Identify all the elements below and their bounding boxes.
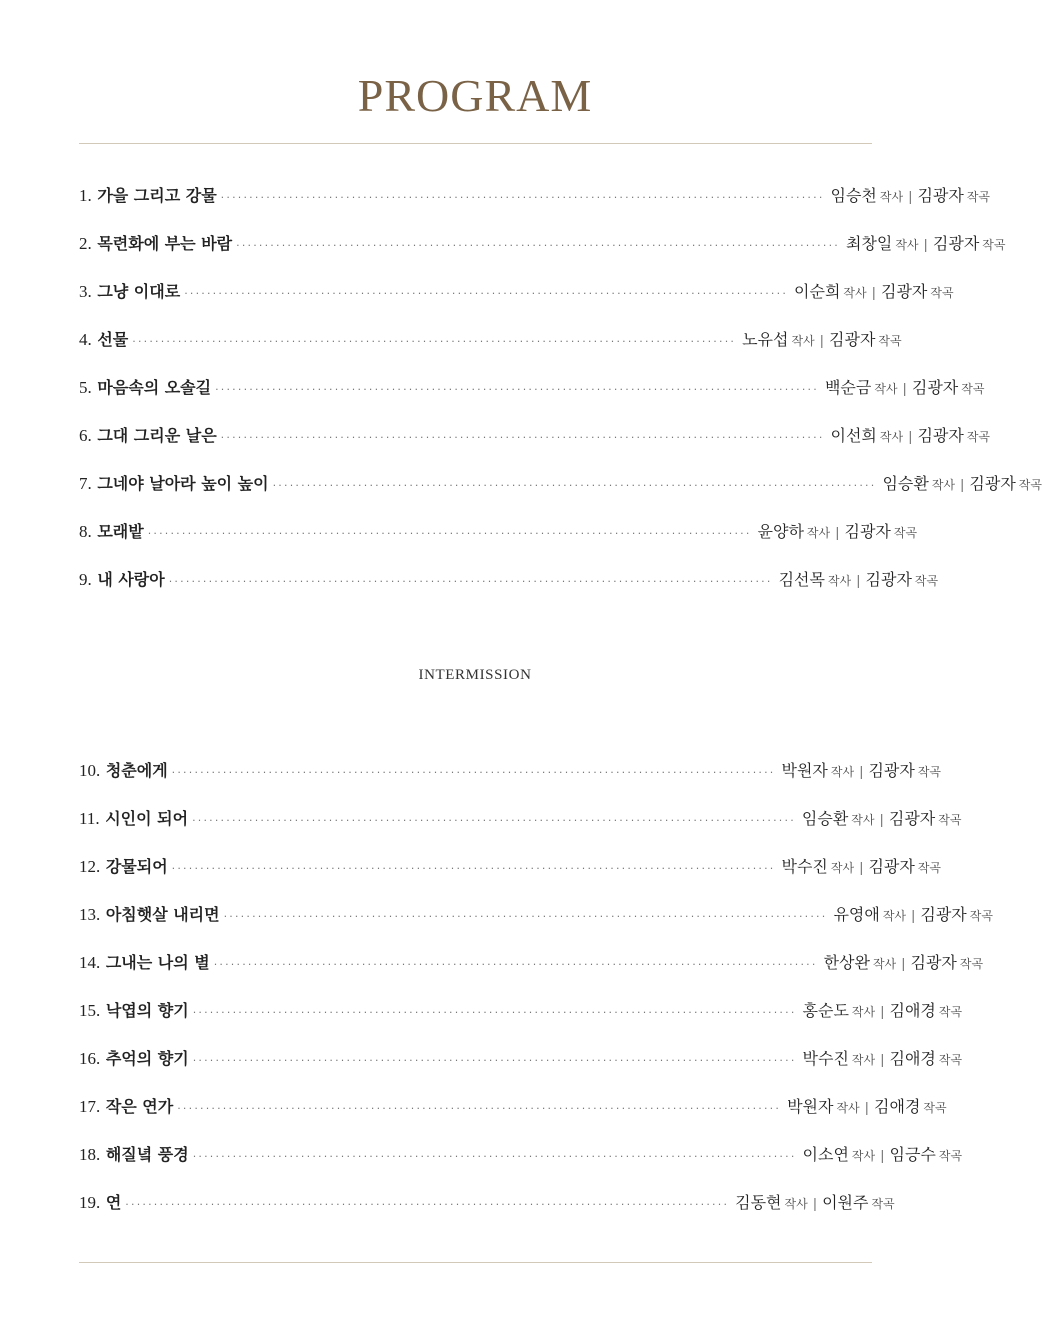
program-item [79,372,985,420]
intermission-label: INTERMISSION [418,667,532,683]
song-name: 내 사랑아 [97,570,165,589]
song-credit [882,468,1042,502]
lyricist-name: 박원자 [787,1097,834,1116]
song-credit [831,420,991,454]
song-title [79,995,189,1027]
program-item [79,468,1042,516]
song-name: 연 [105,1193,122,1212]
song-title [79,468,269,500]
composer-name: 김광자 [969,474,1016,493]
song-title [79,1043,189,1075]
composer-role: 작곡 [966,190,991,204]
program-item [79,851,942,899]
composer-name: 김애경 [874,1097,921,1116]
lyricist-role: 작사 [895,238,919,252]
lyricist-role: 작사 [830,765,855,779]
composer-name: 김애경 [889,1001,936,1020]
song-number: 10. [79,761,101,780]
song-credit [794,276,954,310]
lyricist-name: 김선목 [778,570,825,589]
program-item [79,899,993,947]
composer-role: 작곡 [969,909,993,923]
credit-separator: | [908,190,913,205]
lyricist-role: 작사 [843,286,867,300]
song-credit [831,180,991,214]
composer-name: 김광자 [868,761,915,780]
program-item [79,1187,895,1235]
lyricist-role: 작사 [882,909,906,923]
lyricist-role: 작사 [851,813,875,827]
lyricist-name: 김동현 [735,1193,782,1212]
program-item [79,995,963,1043]
dot-leader: ·········································································································· [168,575,773,588]
song-number: 18. [79,1145,101,1164]
lyricist-name: 박원자 [781,761,828,780]
song-number: 4. [79,330,92,349]
composer-name: 김광자 [829,330,876,349]
lyricist-role: 작사 [851,1053,876,1067]
song-number: 6. [79,426,92,445]
song-title [79,803,188,835]
composer-role: 작곡 [923,1101,947,1115]
credit-separator: | [859,861,864,876]
credit-separator: | [923,238,928,253]
song-credit [803,1139,963,1173]
song-name: 시인이 되어 [105,809,189,828]
composer-name: 김광자 [911,378,959,397]
song-name: 그대 그리운 날은 [97,426,217,445]
program-item [79,516,918,564]
program-item [79,1139,963,1187]
program-part-2 [79,755,993,1235]
lyricist-name: 한상완 [823,953,870,972]
song-title [79,516,144,548]
program-item [79,228,1006,276]
credit-separator: | [880,1053,885,1068]
song-title [79,899,220,931]
song-number: 2. [79,234,92,253]
program-item [79,276,954,324]
lyricist-role: 작사 [879,430,904,444]
program-item [79,420,991,468]
credit-separator: | [835,526,840,541]
lyricist-role: 작사 [874,382,898,396]
dot-leader: ·········································································································· [192,1054,797,1067]
song-title [79,324,128,356]
dot-leader: ·········································································································· [125,1198,730,1211]
song-title [79,420,217,452]
song-credit [846,228,1006,262]
dot-leader: ·········································································································· [272,479,877,492]
song-credit [803,1043,963,1077]
song-title [79,180,217,212]
song-name: 그냥 이대로 [97,282,181,301]
lyricist-role: 작사 [872,957,897,971]
composer-name: 김광자 [917,186,964,205]
composer-name: 김광자 [865,570,912,589]
composer-role: 작곡 [917,861,942,875]
composer-name: 김광자 [880,282,928,301]
dot-leader: ·········································································································· [192,814,796,827]
song-name: 낙엽의 향기 [105,1001,189,1020]
program-part-1 [79,180,1042,612]
dot-leader: ·········································································································· [184,287,789,300]
credit-separator: | [819,334,825,349]
lyricist-name: 최창일 [845,234,893,253]
program-item [79,947,984,995]
credit-separator: | [859,765,864,780]
song-credit [802,803,962,837]
composer-role: 작곡 [959,957,984,971]
program-item [79,324,902,372]
lyricist-role: 작사 [806,526,831,540]
composer-name: 김광자 [932,234,980,253]
credit-separator: | [960,478,965,493]
song-number: 1. [79,186,92,205]
song-credit [758,516,918,550]
song-credit [787,1091,947,1125]
dot-leader: ·········································································································· [220,431,825,444]
lyricist-name: 임승천 [830,186,877,205]
song-name: 선물 [97,330,129,349]
composer-role: 작곡 [938,1149,963,1163]
composer-role: 작곡 [1018,478,1042,492]
song-number: 15. [79,1001,101,1020]
program-item [79,1043,963,1091]
song-number: 14. [79,953,101,972]
lyricist-name: 백순금 [824,378,872,397]
song-credit [824,947,984,981]
program-item [79,755,942,803]
song-number: 12. [79,857,101,876]
lyricist-name: 노유섭 [742,330,789,349]
credit-separator: | [871,286,876,301]
composer-name: 김광자 [917,426,964,445]
bottom-divider [79,1262,872,1263]
composer-role: 작곡 [871,1197,895,1211]
song-name: 추억의 향기 [105,1049,189,1068]
song-name: 마음속의 오솔길 [97,378,212,397]
credit-separator: | [902,382,907,397]
composer-name: 임긍수 [889,1145,936,1164]
song-credit [833,899,993,933]
credit-separator: | [880,1149,885,1164]
song-title [79,1139,189,1171]
lyricist-role: 작사 [931,478,956,492]
composer-name: 이원주 [822,1193,869,1212]
dot-leader: ·········································································································· [213,958,818,971]
song-credit [735,1187,895,1221]
song-name: 작은 연가 [105,1097,174,1116]
song-name: 청춘에게 [105,761,168,780]
lyricist-role: 작사 [879,190,904,204]
dot-leader: ·········································································································· [236,239,840,252]
song-title [79,228,232,260]
credit-separator: | [908,430,913,445]
composer-name: 김광자 [844,522,891,541]
dot-leader: ·········································································································· [177,1102,782,1115]
composer-name: 김광자 [868,857,915,876]
song-number: 13. [79,905,101,924]
lyricist-name: 유영애 [833,905,880,924]
composer-role: 작곡 [938,1053,963,1067]
composer-role: 작곡 [878,334,902,348]
credit-separator: | [864,1101,870,1116]
lyricist-name: 박수진 [802,1049,849,1068]
song-name: 해질녘 풍경 [105,1145,189,1164]
dot-leader: ·········································································································· [215,383,819,396]
composer-name: 김광자 [888,809,936,828]
credit-separator: | [812,1197,818,1212]
top-divider [79,143,872,144]
composer-role: 작곡 [938,1005,963,1019]
dot-leader: ·········································································································· [192,1150,797,1163]
song-number: 11. [79,809,100,828]
song-name: 강물되어 [105,857,168,876]
lyricist-role: 작사 [851,1149,876,1163]
lyricist-name: 이선희 [830,426,877,445]
song-number: 3. [79,282,92,301]
song-name: 그네야 날아라 높이 높이 [97,474,269,493]
song-credit [803,995,963,1029]
composer-name: 김광자 [920,905,967,924]
page-title: PROGRAM [357,70,593,121]
lyricist-role: 작사 [827,574,852,588]
song-name: 목련화에 부는 바람 [97,234,233,253]
song-number: 16. [79,1049,101,1068]
song-name: 아침햇살 내리면 [105,905,220,924]
composer-role: 작곡 [961,382,985,396]
lyricist-name: 박수진 [781,857,828,876]
song-credit [779,564,939,598]
program-item [79,803,962,851]
song-credit [825,372,985,406]
song-credit [782,851,942,885]
composer-role: 작곡 [917,765,942,779]
credit-separator: | [879,813,884,828]
composer-role: 작곡 [914,574,939,588]
song-name: 그내는 나의 별 [105,953,210,972]
song-credit [742,324,902,358]
dot-leader: ·········································································································· [223,910,828,923]
song-title [79,947,210,979]
song-title [79,372,211,404]
credit-separator: | [856,574,861,589]
song-number: 8. [79,522,92,541]
composer-role: 작곡 [893,526,918,540]
song-title [79,564,165,596]
song-number: 19. [79,1193,101,1212]
song-name: 모래밭 [97,522,144,541]
credit-separator: | [901,957,906,972]
song-number: 17. [79,1097,101,1116]
song-title [79,1091,173,1123]
dot-leader: ·········································································································· [220,191,825,204]
lyricist-role: 작사 [851,1005,876,1019]
song-title [79,851,168,883]
composer-name: 김애경 [889,1049,936,1068]
dot-leader: ·········································································································· [171,862,776,875]
program-item [79,180,991,228]
composer-role: 작곡 [982,238,1006,252]
song-title [79,755,168,787]
lyricist-name: 이소연 [802,1145,849,1164]
song-number: 7. [79,474,92,493]
song-title [79,276,180,308]
program-item [79,1091,947,1139]
composer-role: 작곡 [930,286,954,300]
dot-leader: ·········································································································· [171,766,776,779]
dot-leader: ·········································································································· [132,335,737,348]
credit-separator: | [880,1005,885,1020]
lyricist-name: 이순희 [794,282,841,301]
composer-role: 작곡 [938,813,962,827]
song-number: 9. [79,570,92,589]
lyricist-role: 작사 [791,334,815,348]
lyricist-name: 윤양하 [757,522,804,541]
lyricist-role: 작사 [836,1101,860,1115]
dot-leader: ·········································································································· [147,527,752,540]
song-title [79,1187,121,1219]
dot-leader: ·········································································································· [192,1006,797,1019]
lyricist-role: 작사 [830,861,855,875]
song-name: 가을 그리고 강물 [97,186,217,205]
song-credit [782,755,942,789]
song-number: 5. [79,378,92,397]
program-item [79,564,939,612]
composer-role: 작곡 [966,430,991,444]
lyricist-name: 임승환 [882,474,929,493]
lyricist-role: 작사 [784,1197,808,1211]
composer-name: 김광자 [910,953,957,972]
lyricist-name: 홍순도 [802,1001,849,1020]
lyricist-name: 임승환 [801,809,849,828]
credit-separator: | [911,909,916,924]
